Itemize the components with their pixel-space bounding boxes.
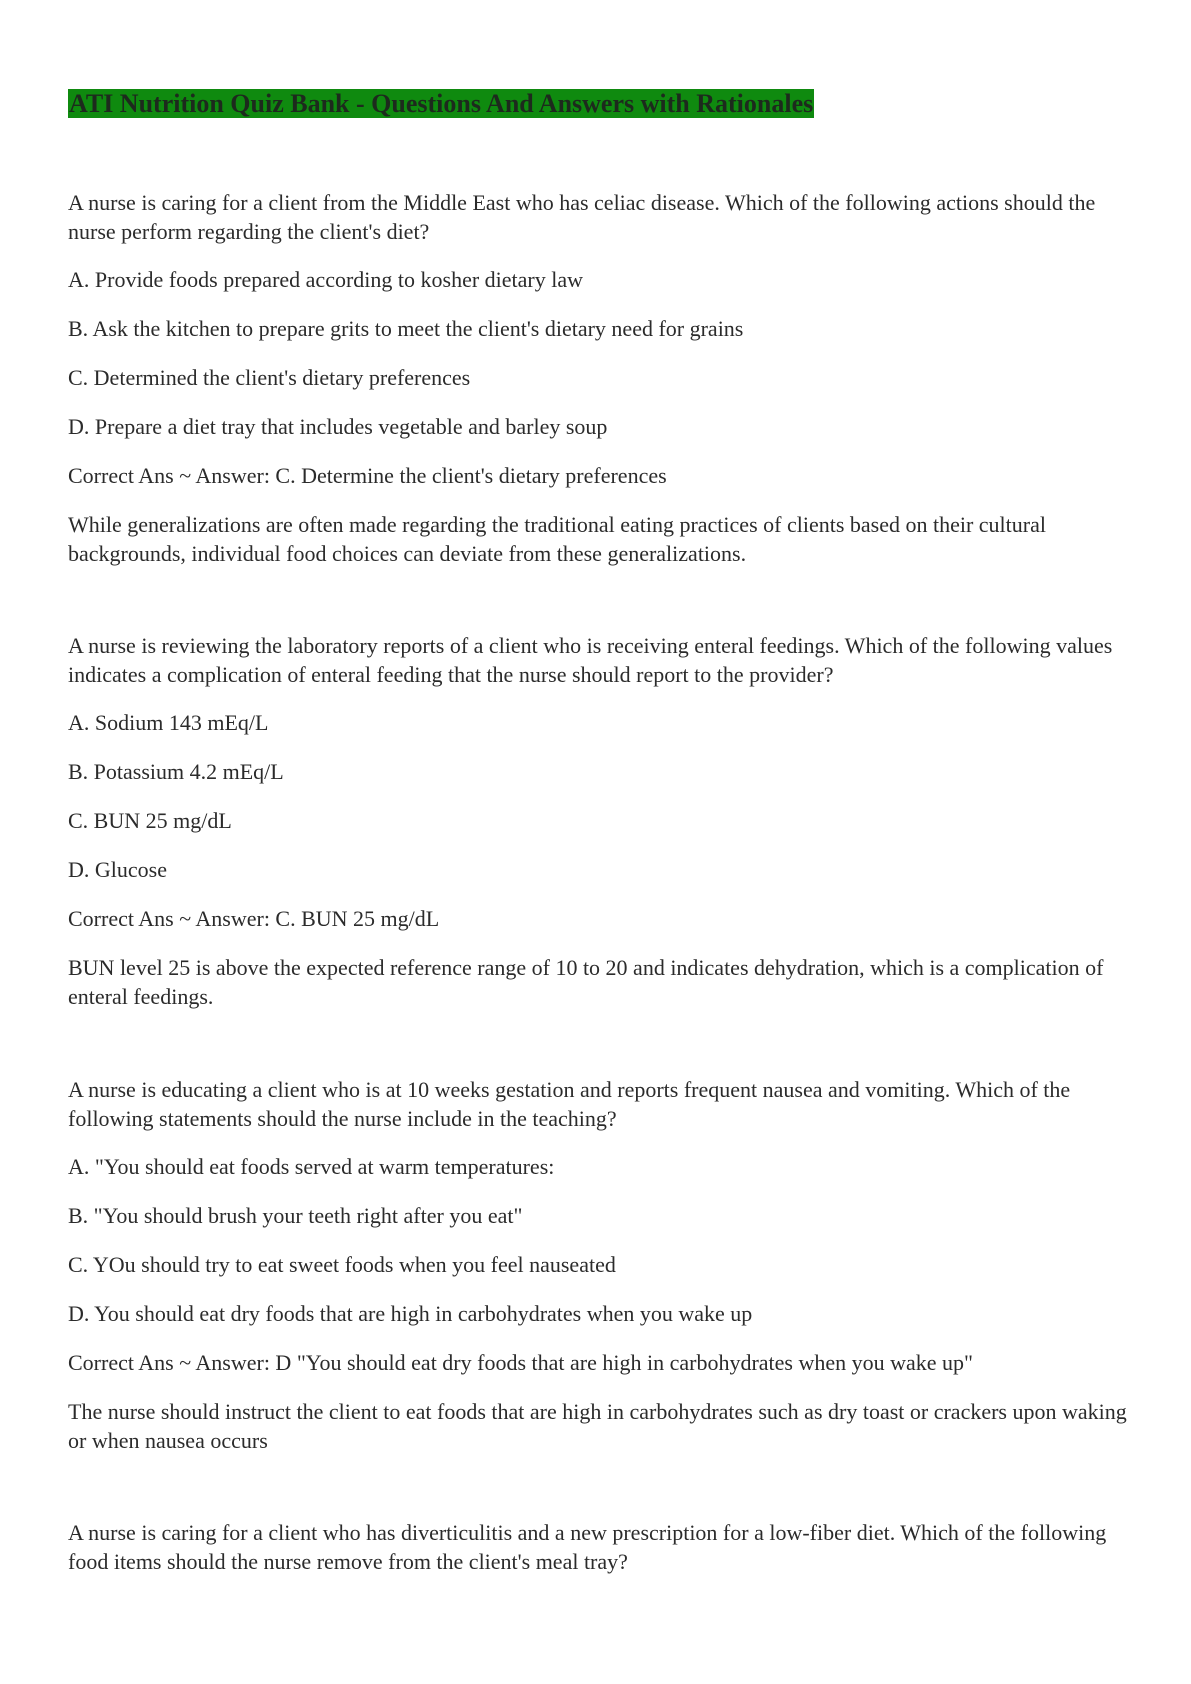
question-stem: A nurse is educating a client who is at 10 weeks gestation and reports frequent nausea and vomiting. Which of the following statements should the nurse include in the teaching? (68, 1077, 1071, 1131)
document-title-highlight: ATI Nutrition Quiz Bank - Questions And Answers with Rationales (69, 89, 814, 118)
correct-answer: Correct Ans ~ Answer: C. Determine the client's dietary preferences (68, 463, 667, 488)
document-title (68, 89, 814, 119)
answer-option-c: C. Determined the client's dietary preferences (68, 365, 471, 390)
question-stem: A nurse is reviewing the laboratory reports of a client who is receiving enteral feedings. Which of the following values indicates a complication of enteral feeding that the nurse should report to the provider? (68, 633, 1113, 687)
question-block-1 (68, 188, 1128, 568)
answer-option-b: B. Ask the kitchen to prepare grits to meet the client's dietary need for grains (68, 316, 744, 341)
answer-option-a: A. Provide foods prepared according to kosher dietary law (68, 267, 584, 292)
question-block-3 (68, 1075, 1128, 1455)
correct-answer: Correct Ans ~ Answer: C. BUN 25 mg/dL (68, 906, 440, 931)
answer-rationale: BUN level 25 is above the expected reference range of 10 to 20 and indicates dehydration, which is a complication of enteral feedings. (68, 955, 1104, 1009)
question-block-4 (68, 1518, 1128, 1595)
answer-option-b: B. Potassium 4.2 mEq/L (68, 759, 284, 784)
answer-option-d: D. Prepare a diet tray that includes vegetable and barley soup (68, 414, 608, 439)
answer-option-c: C. BUN 25 mg/dL (68, 808, 232, 833)
answer-option-d: D. Glucose (68, 857, 167, 882)
answer-option-a: A. "You should eat foods served at warm temperatures: (68, 1154, 555, 1179)
answer-rationale: While generalizations are often made regarding the traditional eating practices of clients based on their cultural backgrounds, individual food choices can deviate from these generalizations. (68, 512, 1046, 566)
question-stem: A nurse is caring for a client who has diverticulitis and a new prescription for a low-fiber diet. Which of the following food items should the nurse remove from the client's meal tray? (68, 1520, 1107, 1574)
answer-option-c: C. YOu should try to eat sweet foods when you feel nauseated (68, 1252, 616, 1277)
question-stem: A nurse is caring for a client from the Middle East who has celiac disease. Which of the following actions should the nurse perform regarding the client's diet? (68, 190, 1096, 244)
answer-option-b: B. "You should brush your teeth right after you eat" (68, 1203, 523, 1228)
correct-answer: Correct Ans ~ Answer: D "You should eat dry foods that are high in carbohydrates when you wake up" (68, 1350, 974, 1375)
answer-rationale: The nurse should instruct the client to eat foods that are high in carbohydrates such as dry toast or crackers upon waking or when nausea occurs (68, 1399, 1127, 1453)
answer-option-a: A. Sodium 143 mEq/L (68, 710, 269, 735)
answer-option-d: D. You should eat dry foods that are high in carbohydrates when you wake up (68, 1301, 753, 1326)
question-block-2 (68, 631, 1128, 1011)
